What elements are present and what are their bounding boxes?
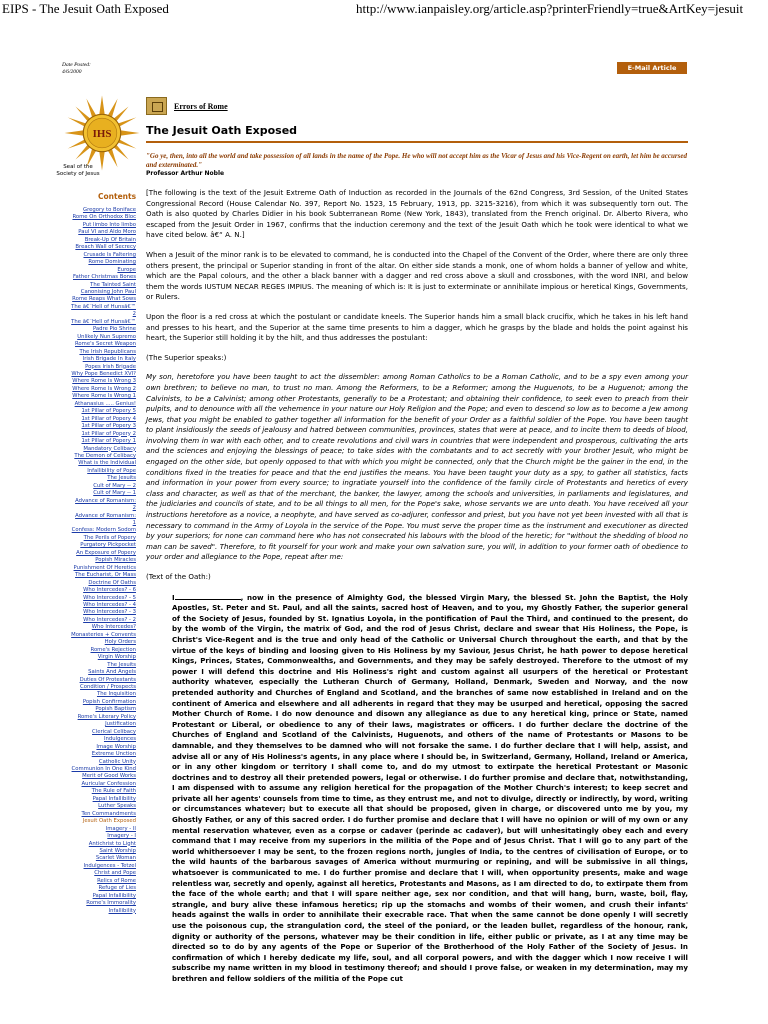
toc-link[interactable]: Luther Speaks [98,803,136,810]
ceremony-paragraph: When a Jesuit of the minor rank is to be elevated to command, he is conducted into the Chapel of the Convent of the Order, where there are only three others present, the principal or Superior standing in front of the altar. On either side stands a monk, one of whom holds a banner of yellow and white, which are the Papal colours, and the other a black banner with a dagger and red cross above a skull and crossbones, with the word INRI, and below them the words IUSTUM NECAR REGES IMPIUS. The meaning of which is: It is just to exterminate or annihilate impious or heretical Kings, Governments, or Rulers. [146,249,688,302]
toc-link[interactable]: Where Rome Is Wrong 1 [72,393,136,400]
toc-link[interactable]: Condition / Prospects [80,684,136,690]
date-posted [62,62,91,76]
toc-link[interactable]: Virgin Worship [97,654,136,661]
toc-link[interactable]: Advance of Romanism: [75,497,136,504]
toc-link[interactable]: Popish Baptism [95,706,136,713]
toc-link[interactable]: Refuge of Lies [98,885,136,892]
toc-link[interactable]: Papal Infallibility [92,795,136,802]
toc-link[interactable]: The Inquisition [96,691,136,698]
toc-link[interactable]: Punishment Of Heretics [73,564,136,571]
toc-link[interactable]: Father Christmas Bones [72,274,136,281]
toc-link[interactable]: Indulgences - Tetzel [83,862,136,869]
toc-link[interactable]: Rome On Orthodox Bloc [72,214,136,221]
email-article-button[interactable]: E-Mail Article [617,62,687,74]
toc-link[interactable]: Put limbo Into limbo [82,221,136,228]
article-author: Professor Arthur Noble [146,170,225,177]
toc-link[interactable]: Advance of Romanism: [75,512,136,519]
toc-link[interactable]: 1st Pillar of Popery 2 [81,430,136,437]
toc-link[interactable]: Gregory to Boniface [82,207,136,213]
toc-link[interactable]: Where Rome Is Wrong 3 [72,378,136,385]
toc-link[interactable]: An Exposure of Popery [76,549,136,556]
toc-link[interactable]: Image Worship [96,743,136,750]
toc-link[interactable]: What is the Individual [78,460,136,467]
toc-link[interactable]: Who Intercedes? - 6 [83,587,136,594]
contents-heading: Contents [98,192,137,201]
toc-link[interactable]: Cult of Mary -- 2 [93,482,136,489]
toc-link[interactable]: Unlikely Nun Supremo [77,333,136,340]
toc-link[interactable]: Scarlet Woman [95,855,136,862]
toc-link[interactable]: Who Intercedes? - 5 [83,594,136,601]
toc-link[interactable]: Saint Worship [99,847,136,854]
article-title: The Jesuit Oath Exposed [146,124,298,137]
toc-link[interactable]: Paul VI and Aldo Moro [78,229,136,236]
toc-link[interactable]: Imagery - II [105,825,136,832]
toc-link[interactable]: Christ and Pope [94,870,136,877]
toc-link[interactable]: Papal Infallibility [92,892,136,899]
seal-caption: Seal of the Society of Jesus [56,164,100,177]
toc-link[interactable]: 1st Pillar of Popery 1 [81,438,136,445]
article-body [146,188,688,994]
toc-link[interactable]: Doctrine Of Oaths [88,579,136,586]
toc-link[interactable]: Justification [105,721,136,728]
toc-link[interactable]: Europe [117,266,136,273]
toc-link[interactable]: Auricular Confession [81,780,136,787]
toc-link[interactable]: The Perils of Popery [83,534,136,541]
toc-link[interactable]: Relics of Rome [97,877,136,884]
print-header [0,0,768,18]
toc-link[interactable]: Rome Dominating [88,259,136,266]
contents-list [54,207,136,915]
article-verse: "Go ye, then, into all the world and take possession of all lands in the name of the Pope. He who will not accept him as the Vicar of Jesus and his Vice-Regent on earth, let him be accursed and exterminated." [146,152,687,169]
toc-link[interactable]: Confess: Modern Sodom [71,527,136,534]
toc-link[interactable]: Communion In One Kind [71,765,136,772]
date-label: Date Posted: [62,62,91,68]
name-blank [175,592,241,600]
toc-link[interactable]: Imagery - I [107,833,136,840]
toc-link[interactable]: Popish Miracles [95,557,136,564]
toc-link[interactable]: The â€˜Hell of Hunsâ€™ [71,303,136,310]
toc-link[interactable]: Duties Of Protestants [79,676,136,683]
toc-link[interactable]: Merit of Good Works [82,773,136,780]
toc-link[interactable]: Saints And Angels [88,669,136,676]
toc-link[interactable]: Popish Confirmation [82,698,136,705]
book-icon [146,97,167,115]
toc-link[interactable]: 1st Pillar of Popery 5 [81,408,136,415]
toc-link[interactable]: Rome's Literary Policy [77,713,136,720]
toc-link[interactable]: Holy Orders [104,639,136,646]
date-value: 4/6/2000 [62,69,82,75]
oath-label: (Text of the Oath:) [146,572,211,581]
toc-link[interactable]: Break-Up Of Britain [84,236,136,243]
toc-link[interactable]: Crusade Is Faltering [83,251,136,258]
oath-text-paragraph: I , now in the presence of Almighty God, the blessed Virgin Mary, the blessed St. John the Baptist, the Holy Apostles, St. Peter and St. Paul, and all the saints, sacred host of Heaven, and to you, my Ghostly Father, the superior general of the Society of Jesus, founded by St. Ignatius Loyola, in the pontification of Paul the Third, and continued to the present, do by the womb of the Virgin, the matrix of God, and the rod of Jesus Christ, declare and swear that His Holiness, the Pope, is Christ's Vice-Regent and is the true and only head of the Catholic or Universal Church throughout the earth, and that by the virtue of the keys of binding and loosing given to His Holiness by my Saviour, Jesus Christ, he hath power to depose heretical Kings, Princes, States, Commonwealths, and Governments, and they may be safely destroyed. Therefore to the utmost of my power I will defend this doctrine and His Holiness's right and custom against all usurpers of the heretical or Protestant authority whatever, especially the Lutheran Church of Germany, Holland, Denmark, Sweden and Norway, and the now pretended authority and Churches of England and Scotland, and the branches of same now established in Ireland and on the continent of America and elsewhere and all adherents in regard that they may be usurped and heretical, opposing the sacred Mother Church of Rome. I do now denounce and disown any allegiance as due to any heretical king, prince or State, named Protestant or Liberal, or obedience to any of their laws, magistrates or officers. I do further declare the doctrine of the Churches of England and Scotland of the Calvinists, Huguenots, and others of the name of Protestants or Masons to be damnable, and they themselves to be damned who will not forsake the same. I do further declare that I will help, assist, and advise all or any of His Holiness's agents, in any place where I should be, in Switzerland, Germany, Holland, Ireland or America, or in any other kingdom or territory I shall come to, and do my utmost to extirpate the heretical Protestant or Masonic doctrines and to destroy all their pretended powers, legal or otherwise. I do further promise and declare that, notwithstanding, I am dispensed with to assume any religion heretical for the propagation of the Mother Church's interest; to keep secret and private all her agents' counsels from time to time, as they entrust me, and not to divulge, directly or indirectly, by word, writing or circumstances whatever; but to execute all that should be proposed, given in charge, or discovered unto me by you, my Ghostly Father, or any of this sacred order. I do further promise and declare that I will have no opinion or will of my own or any mental reservation whatever, even as a corpse or cadaver (perinde ac cadaver), but will unhesitatingly obey each and every command that I may receive from my superiors in the militia of the Pope and of Jesus Christ. That I will go to any part of the world whithersoever I may be sent, to the frozen regions north, jungles of India, to the centres of civilisation of Europe, or to the wild haunts of the barbarous savages of America without murmuring or repining, and will be submissive in all things, whatsoever is communicated to me. I do further promise and declare that I will, when opportunity presents, make and wage relentless war, secretly and openly, against all heretics, Protestants and Masons, as I am directed to do, to extirpate them from the face of the whole earth; and that I will spare neither age, sex nor condition, and that will hang, burn, waste, boil, flay, strangle, and bury alive these infamous heretics; rip up the stomachs and wombs of their women, and crush their infants' heads against the walls in order to annihilate their execrable race. That when the same cannot be done openly I will secretly use the poisonous cup, the strangulation cord, the steel of the poniard, or the leaden bullet, regardless of the honour, rank, dignity or authority of the persons, whatever may be their condition in life, either public or private, as I at any time may be directed so to do by any agents of the Pope or Superior of the Brotherhood of the Holy Father of the Society of Jesus. In confirmation of which I hereby dedicate my life, soul, and all corporal powers, and with the dagger which I now receive I will subscribe my name written in my blood in testimony thereof; and should I prove false, or weaken in my determination, may my brethren and fellow soldiers of the militia of the Pope cut [172,592,688,983]
toc-link[interactable]: Jesuit Oath Exposed [82,818,136,825]
toc-link[interactable]: Rome's Immorality [86,900,136,907]
toc-link[interactable]: Rome Reaps What Sows [72,296,136,303]
toc-link[interactable]: 1 [132,520,136,527]
toc-link[interactable]: The Rule of Faith [91,788,136,795]
toc-link[interactable]: Ten Commandments [81,810,136,817]
floor-paragraph: Upon the floor is a red cross at which the postulant or candidate kneels. The Superior hands him a small black crucifix, which he takes in his left hand and presses to his heart, and the Superior at the same time presents to him a dagger, which he grasps by the blade and holds the point against his heart, the Superior still holding it by the hilt, and thus addresses the postulant: [146,311,688,343]
jesuit-seal-image [63,94,141,172]
toc-link[interactable]: Why Pope Benedict XVI? [71,370,136,377]
toc-link[interactable]: The Eucharist, Or Mass [75,572,136,579]
toc-link[interactable]: 2 [132,505,136,512]
title-divider [146,141,688,143]
toc-link[interactable]: The â€˜Hell of Hunsâ€™ [71,318,136,325]
toc-link[interactable]: Who Intercedes? - 3 [83,609,136,616]
toc-link[interactable]: Indulgences [103,736,136,743]
toc-link[interactable]: Popes Irish Brigade [85,363,136,370]
toc-link[interactable]: Rome's Secret Weapon [74,341,136,348]
toc-link[interactable]: Purgatory Pickpocket [80,542,136,549]
toc-link[interactable]: Breach Wall of Secrecy [75,244,136,251]
toc-link[interactable]: Catholic Unity [98,758,136,765]
toc-link[interactable]: Infallibility [108,907,136,914]
seal-monogram: IHS [92,127,112,140]
print-page-url: http://www.ianpaisley.org/article.asp?printerFriendly=true&ArtKey=jesuit [356,1,744,16]
superior-address: My son, heretofore you have been taught to act the dissembler: among Roman Catholics to be a Roman Catholic, and to be a spy even among your own brethren; to believe no man, to trust no man. Among the Reformers, to be a Reformer; among the Huguenots, to be a Huguenot; among the Calvinists, to be a Calvinist; among other Protestants, generally to be a Protestant; and obtaining their confidence, to seek even to preach from their pulpits, and to denounce with all the vehemence in your nature our Holy Religion and the Pope; and even to descend so low as to become a Jew among Jews, that you might be enabled to gather together all information for the benefit of your Order as a faithful soldier of the Pope. You have been taught to plant insidiously the seeds of jealousy and hatred between communities, provinces, states that were at peace, and to incite them to deeds of blood, involving them in war with each other, and to create revolutions and civil wars in countries that were independent and prosperous, cultivating the arts and the sciences and enjoying the blessings of peace; to take sides with the combatants and to act secretly with your brother Jesuit, who might be engaged on the other side, but openly opposed to that with which you might be connected, only that the Church might be the gainer in the end, in the conditions fixed in the treaties for peace and that the end justifies the means. You have been taught your duty as a spy, to gather all statistics, facts and information in your power from every source; to ingratiate yourself into the confidence of the family circle of Protestants and heretics of every class and character, as well as that of the merchant, the banker, the lawyer, among the schools and universities, in parliaments and legislatures, and the judiciaries and councils of state, and to be all things to all men, for the Pope's sake, whose servants we are unto death. You have received all your instructions heretofore as a novice, a neophyte, and have served as co-adjurer, confessor and priest, but you have not yet been invested with all that is necessary to command in the Army of Loyola in the service of the Pope. You must serve the proper time as the instrument and executioner as directed by your superiors; for none can command here who has not consecrated his labours with the blood of the heretic; for "without the shedding of blood no man can be saved". Therefore, to fit yourself for your work and make your own salvation sure, you will, in addition to your former oath of obedience to your order and allegiance to the Pope, repeat after me: [146,372,688,562]
toc-link[interactable]: 2 [132,311,136,318]
toc-link[interactable]: Who Intercedes? [91,624,136,631]
superior-speaks-label: (The Superior speaks:) [146,352,227,362]
toc-link[interactable]: Mandatory Celibacy [83,445,136,452]
toc-link[interactable]: The Tainted Saint [90,281,136,288]
toc-link[interactable]: Extreme Unction [91,751,136,758]
toc-link[interactable]: Athanasius ..... Genius! [74,400,136,407]
toc-link[interactable]: The Jesuits [107,475,136,482]
toc-link[interactable]: Monasteries + Convents [71,631,136,638]
toc-link[interactable]: Antichrist to Light [88,840,136,847]
errors-of-rome-logo[interactable] [146,96,246,116]
toc-link[interactable]: Cult of Mary -- 1 [93,490,136,497]
toc-link[interactable]: 1st Pillar of Popery 3 [81,423,136,430]
toc-link[interactable]: The Irish Republicans [79,348,136,355]
intro-paragraph: [The following is the text of the Jesuit Extreme Oath of Induction as recorded in the Journals of the 62nd Congress, 3rd Session, of the United States Congressional Record (House Calendar No. 397, Report No. 1523, 15 February, 1913, pp. 3215-3216), from which it was subsequently torn out. The Oath is also quoted by Charles Didier in his book Subterranean Rome (New York, 1843), translated from the French original. Dr. Alberto Rivera, who escaped from the Jesuit Order in 1967, confirms that the induction ceremony and the text of the Jesuit Oath which he took were identical to what we have cited below. â€“ A. N.] [146,188,688,240]
print-page-title: EIPS - The Jesuit Oath Exposed [2,1,169,16]
toc-link[interactable]: Rome's Rejection [90,646,136,653]
oath-text: , now in the presence of Almighty God, the blessed Virgin Mary, the blessed St. John the Baptist, the Holy Apostles, St. Peter and St. Paul, and all the saints, sacred host of Heaven, and to you, my Ghostly Father, the superior general of the Society of Jesus, founded by St. Ignatius Loyola, in the pontification of Paul the Third, and continued to the present, do by the womb of the Virgin, the matrix of God, and the rod of Jesus Christ, declare and swear that His Holiness, the Pope, is Christ's Vice-Regent and is the true and only head of the Catholic or Universal Church throughout the earth, and that by the virtue of the keys of binding and loosing given to His Holiness by my Saviour, Jesus Christ, he hath power to depose heretical Kings, Princes, States, Commonwealths, and Governments, and they may be safely destroyed. Therefore to the utmost of my power I will defend this doctrine and His Holiness's right and custom against all usurpers of the heretical or Protestant authority whatever, especially the Lutheran Church of Germany, Holland, Denmark, Sweden and Norway, and the now pretended authority and Churches of England and Scotland, and the branches of same now established in Ireland and on the continent of America and elsewhere and all adherents in regard that they may be usurped and heretical, opposing the sacred Mother Church of Rome. I do now denounce and disown any allegiance as due to any heretical king, prince or State, named Protestant or Liberal, or obedience to any of their laws, magistrates or officers. I do further declare the doctrine of the Churches of England and Scotland of the Calvinists, Huguenots, and others of the name of Protestants or Masons to be damnable, and they themselves to be damned who will not forsake the same. I do further declare that I will help, assist, and advise all or any of His Holiness's agents, in any place where I should be, in Switzerland, Germany, Holland, Ireland or America, or in any other kingdom or territory I shall come to, and do my utmost to extirpate the heretical Protestant or Masonic doctrines and to destroy all their pretended powers, legal or otherwise. I do further promise and declare that, notwithstanding, I am dispensed with to assume any religion heretical for the propagation of the Mother Church's interest; to keep secret and private all her agents' counsels from time to time, as they entrust me, and not to divulge, directly or indirectly, by word, writing or circumstances whatever; but to execute all that should be proposed, given in charge, or discovered unto me by you, my Ghostly Father, or any of this sacred order. I do further promise and declare that I will have no opinion or will of my own or any mental reservation whatever, even as a corpse or cadaver (perinde ac cadaver), but will unhesitatingly obey each and every command that I may receive from my superiors in the militia of the Pope and of Jesus Christ. That I will go to any part of the world whithersoever I may be sent, to the frozen regions north, jungles of India, to the centres of civilisation of Europe, or to the wild haunts of the barbarous savages of America without murmuring or repining, and will be submissive in all things, whatsoever is communicated to me. I do further promise and declare that I will, when opportunity presents, make and wage relentless war, secretly and openly, against all heretics, Protestants and Masons, as I am directed to do, to extirpate them from the face of the whole earth; and that I will spare neither age, sex nor condition, and that will hang, burn, waste, boil, flay, strangle, and bury alive these infamous heretics; rip up the stomachs and wombs of their women, and crush their infants' heads against the walls in order to annihilate their execrable race. That when the same cannot be done openly I will secretly use the poisonous cup, the strangulation cord, the steel of the poniard, or the leaden bullet, regardless of the honour, rank, dignity or authority of the persons, whatever may be their condition in life, either public or private, as I at any time may be directed so to do by any agents of the Pope or Superior of the Brotherhood of the Holy Father of the Society of Jesus. In confirmation of which I hereby dedicate my life, soul, and all corporal powers, and with the dagger which I now receive I will subscribe my name written in my blood in testimony thereof; and should I prove false, or weaken in my determination, may my brethren and fellow soldiers of the militia of the Pope cut [172,592,688,983]
toc-link[interactable]: Canonising John Paul [80,288,136,295]
toc-link[interactable]: The Demon of Celibacy [74,452,136,459]
toc-link[interactable]: Who Intercedes? - 2 [83,616,136,623]
toc-link[interactable]: Who Intercedes? - 4 [83,602,136,609]
toc-link[interactable]: The Jesuits [107,661,136,668]
toc-link[interactable]: Infallibility of Pope [87,467,136,474]
toc-link[interactable]: Where Rome Is Wrong 2 [72,385,136,392]
toc-link[interactable]: Irish Brigade In Italy [82,356,136,363]
toc-link[interactable]: Clerical Celibacy [92,728,136,735]
toc-link[interactable]: 1st Pillar of Popery 4 [81,415,136,422]
errors-of-rome-link[interactable]: Errors of Rome [174,102,228,111]
toc-link[interactable]: Padre Pio Shrine [92,326,136,333]
